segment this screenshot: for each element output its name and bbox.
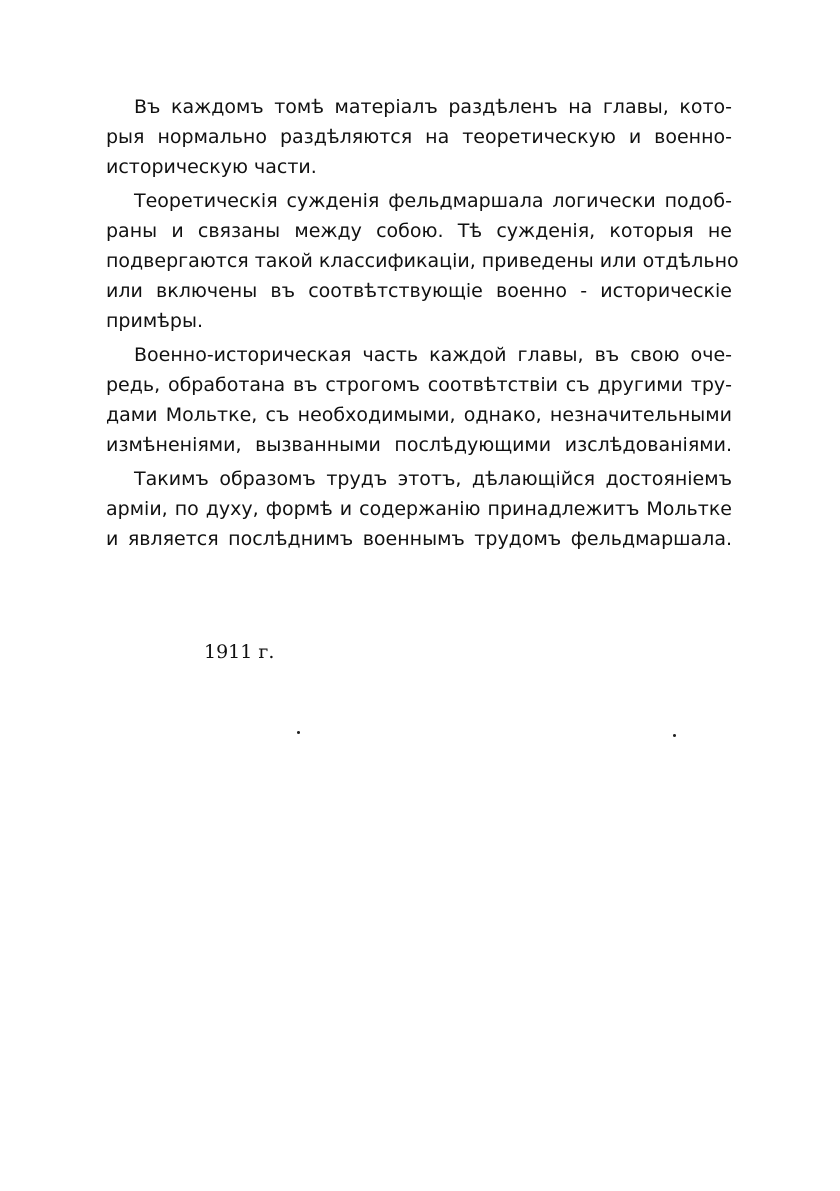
body-text bbox=[106, 92, 739, 554]
text-line: редь, обработана въ строгомъ соотвѣтствiи съ другими тру- bbox=[106, 374, 732, 396]
paragraph bbox=[106, 464, 732, 554]
date-line: 1911 г. bbox=[204, 641, 275, 663]
paragraph bbox=[106, 92, 732, 182]
print-speck bbox=[673, 734, 676, 737]
paragraph bbox=[106, 340, 732, 460]
text-line: измѣненiями, вызванными послѣдующими изслѣдованiями. bbox=[106, 434, 732, 456]
text-line: Теоретическiя сужденiя фельдмаршала логически подоб- bbox=[134, 190, 732, 212]
text-line: Такимъ образомъ трудъ этотъ, дѣлающiйся достоянiемъ bbox=[134, 468, 732, 490]
text-line: раны и связаны между собою. Тѣ сужденiя, которыя не bbox=[106, 220, 732, 242]
print-speck bbox=[297, 731, 300, 734]
text-line: историческую части. bbox=[106, 156, 317, 178]
text-line: подвергаются такой классификацiи, приведены или отдѣльно bbox=[106, 250, 739, 272]
text-line: и является послѣднимъ военнымъ трудомъ фельдмаршала. bbox=[106, 528, 732, 550]
text-line: Военно-историческая часть каждой главы, въ свою оче- bbox=[134, 344, 732, 366]
text-line: или включены въ соотвѣтствующiе военно - историческiе bbox=[106, 280, 732, 302]
text-line: Въ каждомъ томѣ матерiалъ раздѣленъ на главы, кото- bbox=[134, 96, 732, 118]
paragraph bbox=[106, 186, 739, 336]
text-line: армiи, по духу, формѣ и содержанiю принадлежитъ Мольтке bbox=[106, 498, 732, 520]
text-line: дами Мольтке, съ необходимыми, однако, незначительными bbox=[106, 404, 732, 426]
text-line: примѣры. bbox=[106, 310, 204, 332]
text-line: рыя нормально раздѣляются на теоретическую и военно- bbox=[106, 126, 732, 148]
